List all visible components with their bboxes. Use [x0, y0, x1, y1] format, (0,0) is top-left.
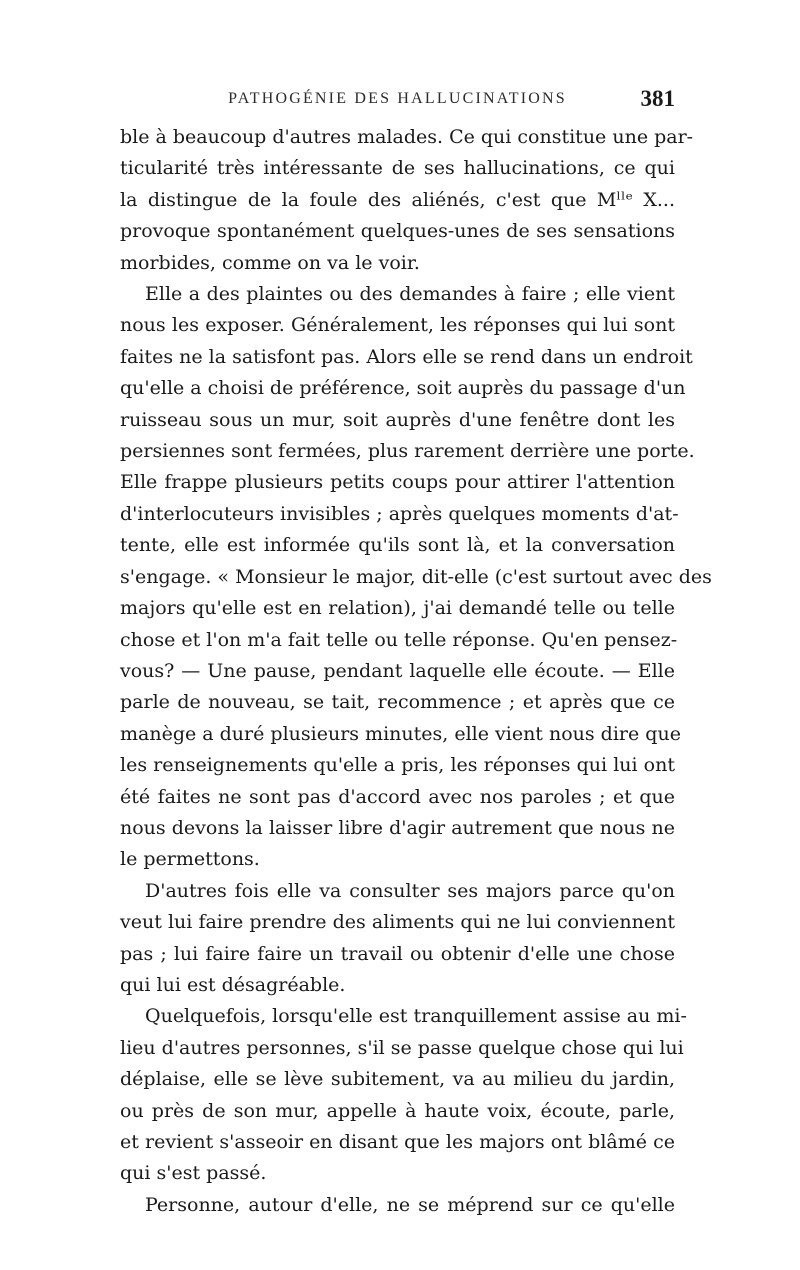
text-line: majors qu'elle est en relation), j'ai demandé telle ou telle [120, 597, 675, 620]
text-line: déplaise, elle se lève subitement, va au milieu du jardin, [120, 1068, 675, 1091]
text-line: et revient s'asseoir en disant que les majors ont blâmé ce [120, 1131, 675, 1153]
text-line: ticularité très intéressante de ses hallucinations, ce qui [120, 157, 675, 180]
text-line: tente, elle est informée qu'ils sont là, et la conversation [120, 534, 675, 557]
text-line: vous? — Une pause, pendant laquelle elle écoute. — Elle [120, 659, 675, 682]
text-line: morbides, comme on va le voir. [120, 251, 420, 274]
text-line: qui lui est désagréable. [120, 973, 346, 996]
text-line: d'interlocuteurs invisibles ; après quelques moments d'at- [120, 502, 679, 525]
text-line: Quelquefois, lorsqu'elle est tranquillement assise au mi- [145, 1005, 687, 1028]
text-line: manège a duré plusieurs minutes, elle vient nous dire que [120, 722, 681, 745]
text-line: le permettons. [120, 848, 260, 871]
text-line: pas ; lui faire faire un travail ou obtenir d'elle une chose [120, 942, 675, 965]
text-line: parle de nouveau, se tait, recommence ; et après que ce [120, 691, 675, 714]
text-line: persiennes sont fermées, plus rarement derrière une porte. [120, 440, 695, 463]
page-number: 381 [640, 86, 675, 111]
text-line: ruisseau sous un mur, soit auprès d'une fenêtre dont les [120, 408, 675, 431]
running-title: PATHOGÉNIE DES HALLUCINATIONS [228, 90, 567, 107]
text-line: nous les exposer. Généralement, les réponses qui lui sont [120, 314, 675, 337]
text-line: été faites ne sont pas d'accord avec nos paroles ; et que [120, 785, 675, 808]
page-header [120, 88, 675, 118]
text-line: provoque spontanément quelques-unes de ses sensations [120, 220, 675, 243]
text-line: lieu d'autres personnes, s'il se passe quelque chose qui lui [120, 1036, 684, 1059]
text-line: qu'elle a choisi de préférence, soit auprès du passage d'un [120, 377, 686, 400]
text-line: D'autres fois elle va consulter ses majors parce qu'on [145, 879, 675, 902]
text-line: s'engage. « Monsieur le major, dit-elle (c'est surtout avec des [120, 565, 712, 588]
text-line: faites ne la satisfont pas. Alors elle se rend dans un endroit [120, 345, 693, 368]
text-line: les renseignements qu'elle a pris, les réponses qui lui ont [120, 754, 675, 777]
text-line: nous devons la laisser libre d'agir autrement que nous ne [120, 816, 675, 839]
text-line: qui s'est passé. [120, 1162, 267, 1185]
text-line: chose et l'on m'a fait telle ou telle réponse. Qu'en pensez- [120, 628, 678, 651]
body-text [120, 122, 712, 1221]
text-line: veut lui faire prendre des aliments qui ne lui conviennent [120, 911, 675, 934]
text-line: ou près de son mur, appelle à haute voix, écoute, parle, [120, 1099, 675, 1122]
text-line: Elle a des plaintes ou des demandes à faire ; elle vient [145, 283, 675, 306]
text-line: la distingue de la foule des aliénés, c'est que Mˡˡᵉ X... [120, 188, 675, 211]
text-line: ble à beaucoup d'autres malades. Ce qui constitue une par- [120, 126, 694, 148]
text-line: Personne, autour d'elle, ne se méprend sur ce qu'elle [145, 1193, 675, 1216]
text-line: Elle frappe plusieurs petits coups pour attirer l'attention [120, 471, 675, 494]
